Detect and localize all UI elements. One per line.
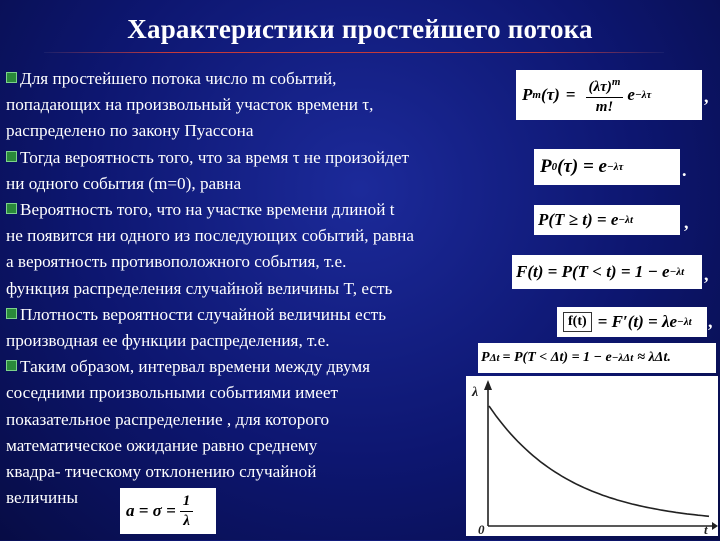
x-axis-arrow <box>712 522 718 530</box>
text-line <box>6 145 546 171</box>
small-tail: . <box>667 350 671 365</box>
text-line-content: величины <box>6 488 79 508</box>
y-axis-arrow <box>484 380 492 390</box>
poisson-tail: , <box>704 86 709 106</box>
poisson-num-sup: m <box>611 76 621 88</box>
poisson-denominator: m! <box>595 99 614 115</box>
text-line-content: не появится ни одного из последующих событий, равна <box>6 226 414 246</box>
poisson-lhs: P <box>522 85 533 104</box>
survival-tail: , <box>684 212 689 232</box>
text-line <box>6 328 546 354</box>
text-line-content: Плотность вероятности случайной величины есть <box>20 304 387 324</box>
bullet-square-icon <box>6 308 17 319</box>
poisson-eq: = <box>565 85 576 104</box>
text-line-content: математическое ожидание равно среднему <box>6 435 318 455</box>
small-approx: ≈ λΔt <box>637 350 668 365</box>
bullet-square-icon <box>6 72 17 83</box>
small-lhs-sub: Δt <box>489 352 500 364</box>
text-line-content: соседними произвольными событиями имеет <box>6 383 339 403</box>
small-sup: −λΔt <box>611 352 634 364</box>
small-lhs: P <box>481 350 490 365</box>
p0-lhs: P <box>540 156 552 177</box>
text-line <box>6 92 546 118</box>
survival-sup: −λt <box>618 214 633 226</box>
formula-small-interval <box>478 343 716 373</box>
bullet-square-icon <box>6 360 17 371</box>
text-line-content: Для простейшего потока число m событий, <box>20 69 337 88</box>
bullet-square-icon <box>6 203 17 214</box>
text-line-content: попадающих на произвольный участок времени τ, <box>6 95 374 115</box>
text-line <box>6 118 546 144</box>
formula-p0 <box>534 149 680 185</box>
text-line <box>6 276 546 302</box>
x-axis-label: t <box>704 522 708 536</box>
text-line <box>6 249 546 275</box>
density-curve <box>489 406 709 516</box>
text-line <box>6 459 546 485</box>
poisson-fraction <box>586 73 624 117</box>
text-line <box>6 223 546 249</box>
body-text <box>6 66 546 511</box>
cdf-tail: , <box>704 264 709 284</box>
text-line-content: ни одного события (m=0), равна <box>6 173 242 193</box>
moments-denominator: λ <box>183 512 190 529</box>
text-line-content: распределено по закону Пуассона <box>6 121 254 141</box>
poisson-lhs-sub: m <box>532 89 541 101</box>
moments-fraction <box>180 492 194 531</box>
pdf-tail: , <box>708 311 713 331</box>
text-line <box>6 302 546 328</box>
survival-text: P(T ≥ t) = e <box>538 210 619 229</box>
formula-pdf <box>557 307 707 337</box>
formula-moments <box>120 488 216 534</box>
text-line-content: Таким образом, интервал времени между двумя <box>20 357 371 377</box>
p0-sup: −λτ <box>606 161 624 173</box>
text-line-content: функция распределения случайной величины T, есть <box>6 278 393 298</box>
poisson-arg: (τ) <box>540 85 560 104</box>
text-line <box>6 171 546 197</box>
text-line-content: квадра- тическому отклонению случайной <box>6 462 317 482</box>
poisson-exp-base: e <box>627 85 635 104</box>
text-line <box>6 485 546 511</box>
bullet-square-icon <box>6 151 17 162</box>
pdf-text: = F′(t) = λe <box>597 312 678 331</box>
density-graph <box>466 376 718 536</box>
text-line <box>6 66 546 92</box>
poisson-numerator <box>586 73 624 98</box>
formula-poisson <box>516 70 702 120</box>
formula-survival <box>534 205 680 235</box>
formula-cdf <box>512 255 702 289</box>
pdf-sup: −λt <box>677 316 692 328</box>
text-line-content: а вероятность противоположного события, т.е. <box>6 252 347 272</box>
text-line <box>6 354 546 380</box>
text-line <box>6 197 546 223</box>
text-line-content: производная ее функции распределения, т.е. <box>6 331 330 351</box>
density-graph-svg <box>466 376 718 536</box>
p0-lhs-sub: 0 <box>551 161 558 173</box>
origin-label: 0 <box>478 522 485 536</box>
text-line-content: Вероятность того, что на участке времени длиной t <box>20 200 395 220</box>
p0-rest: (τ) = e <box>557 156 607 177</box>
moments-lhs: a = σ = <box>126 501 176 520</box>
slide-title: Характеристики простейшего потока <box>127 14 593 44</box>
poisson-exp-sup: −λτ <box>634 89 652 101</box>
text-line <box>6 433 546 459</box>
text-line-content: Тогда вероятность того, что за время τ не произойдет <box>20 147 409 167</box>
p0-tail: . <box>682 160 687 180</box>
cdf-sup: −λt <box>669 266 685 278</box>
pdf-label: f(t) <box>563 312 592 332</box>
poisson-num-text: (λτ) <box>588 79 612 95</box>
title-divider <box>44 52 664 53</box>
text-line <box>6 380 546 406</box>
small-text: = P(T < Δt) = 1 − e <box>502 350 612 365</box>
text-line-content: показательное распределение , для которого <box>6 409 330 429</box>
cdf-text: F(t) = P(T < t) = 1 − e <box>516 262 670 281</box>
text-line <box>6 407 546 433</box>
moments-numerator: 1 <box>180 492 194 512</box>
y-axis-label: λ <box>472 385 479 400</box>
